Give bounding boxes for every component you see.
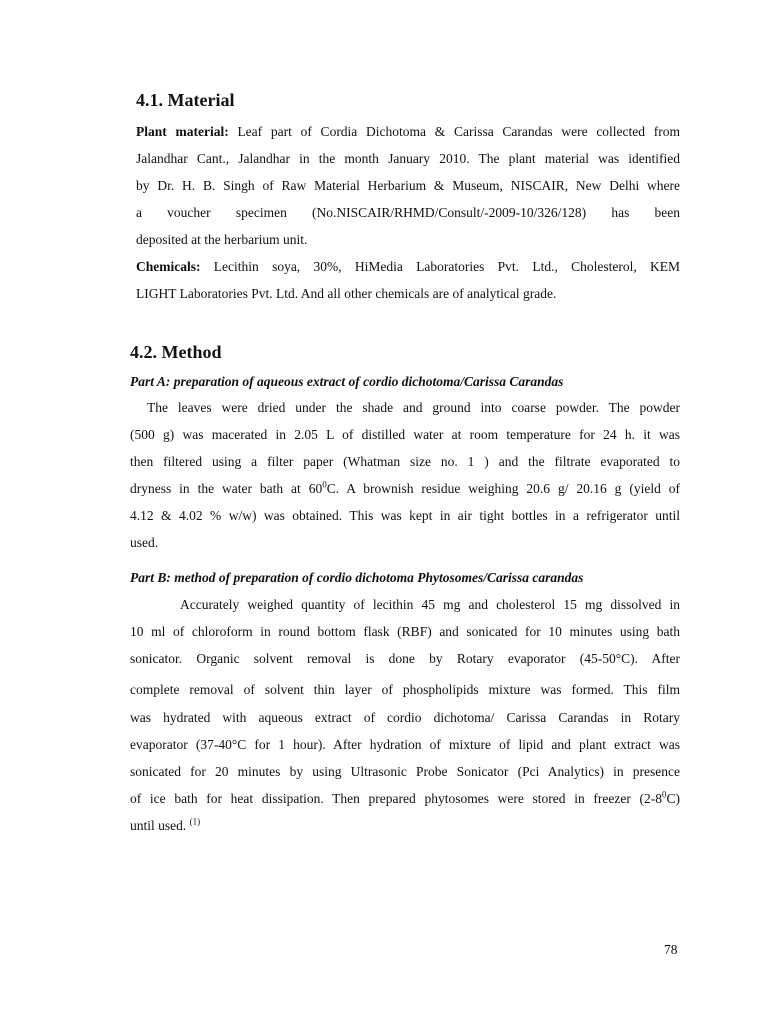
part-a-line-3: then filtered using a filter paper (Whatman size no. 1 ) and the filtrate evaporated to (130, 454, 680, 469)
plant-material-line-3: by Dr. H. B. Singh of Raw Material Herbarium & Museum, NISCAIR, New Delhi where (136, 178, 680, 193)
chemicals-line-2: LIGHT Laboratories Pvt. Ltd. And all other chemicals are of analytical grade. (136, 286, 557, 301)
part-b-line-4: complete removal of solvent thin layer of phospholipids mixture was formed. This film (130, 682, 680, 697)
part-a-line-6: used. (130, 535, 159, 550)
section-heading-material: 4.1. Material (136, 90, 235, 110)
part-b-line-7: sonicated for 20 minutes by using Ultrasonic Probe Sonicator (Pci Analytics) in presence (130, 764, 680, 779)
part-a-line-4: dryness in the water bath at $60^0C$. A brownish residue weighing 20.6 g/ 20.16 g (yield of (130, 479, 680, 496)
part-b-line-8: of ice bath for heat dissipation. Then prepared phytosomes were stored in freezer $(2-8^0C)$ (130, 789, 680, 806)
part-a-line-5: 4.12 & 4.02 % w/w) was obtained. This was kept in air tight bottles in a refrigerator until (130, 508, 680, 523)
part-a-title: Part A: preparation of aqueous extract of cordio dichotoma/Carissa Carandas (130, 374, 564, 389)
section-heading-method: 4.2. Method (130, 342, 222, 362)
plant-material-label: Plant material: (136, 124, 229, 139)
part-a-line-1: The leaves were dried under the shade and ground into coarse powder. The powder (147, 400, 680, 415)
plant-material-line-5: deposited at the herbarium unit. (136, 232, 308, 247)
part-a-line-2: (500 g) was macerated in 2.05 L of distilled water at room temperature for 24 h. it was (130, 427, 680, 442)
part-b-title: Part B: method of preparation of cordio dichotoma Phytosomes/Carissa carandas (130, 570, 584, 585)
plant-material-line-2: Jalandhar Cant., Jalandhar in the month January 2010. The plant material was identified (136, 151, 680, 166)
part-b-line-6: evaporator (37-40°C for 1 hour). After hydration of mixture of lipid and plant extract was (130, 737, 680, 752)
chemicals-line-1: Chemicals: Lecithin soya, 30%, HiMedia Laboratories Pvt. Ltd., Cholesterol, KEM (136, 259, 680, 274)
part-b-line-9: until used. $^{(1)}$ (130, 816, 201, 833)
reference-marker: (1) (189, 816, 201, 827)
part-b-line-1: Accurately weighed quantity of lecithin 45 mg and cholesterol 15 mg dissolved in (180, 597, 680, 612)
chemicals-label: Chemicals: (136, 259, 201, 274)
part-b-line-2: 10 ml of chloroform in round bottom flask (RBF) and sonicated for 10 minutes using bath (130, 624, 680, 639)
part-b-line-3: sonicator. Organic solvent removal is done by Rotary evaporator (45-50°C). After (130, 651, 680, 666)
page-number: 78 (664, 942, 678, 957)
part-b-line-5: was hydrated with aqueous extract of cordio dichotoma/ Carissa Carandas in Rotary (130, 710, 680, 725)
plant-material-line-1: Plant material: Leaf part of Cordia Dichotoma & Carissa Carandas were collected from (136, 124, 681, 139)
plant-material-line-4: a voucher specimen (No.NISCAIR/RHMD/Consult/-2009-10/326/128) has been (136, 205, 680, 220)
